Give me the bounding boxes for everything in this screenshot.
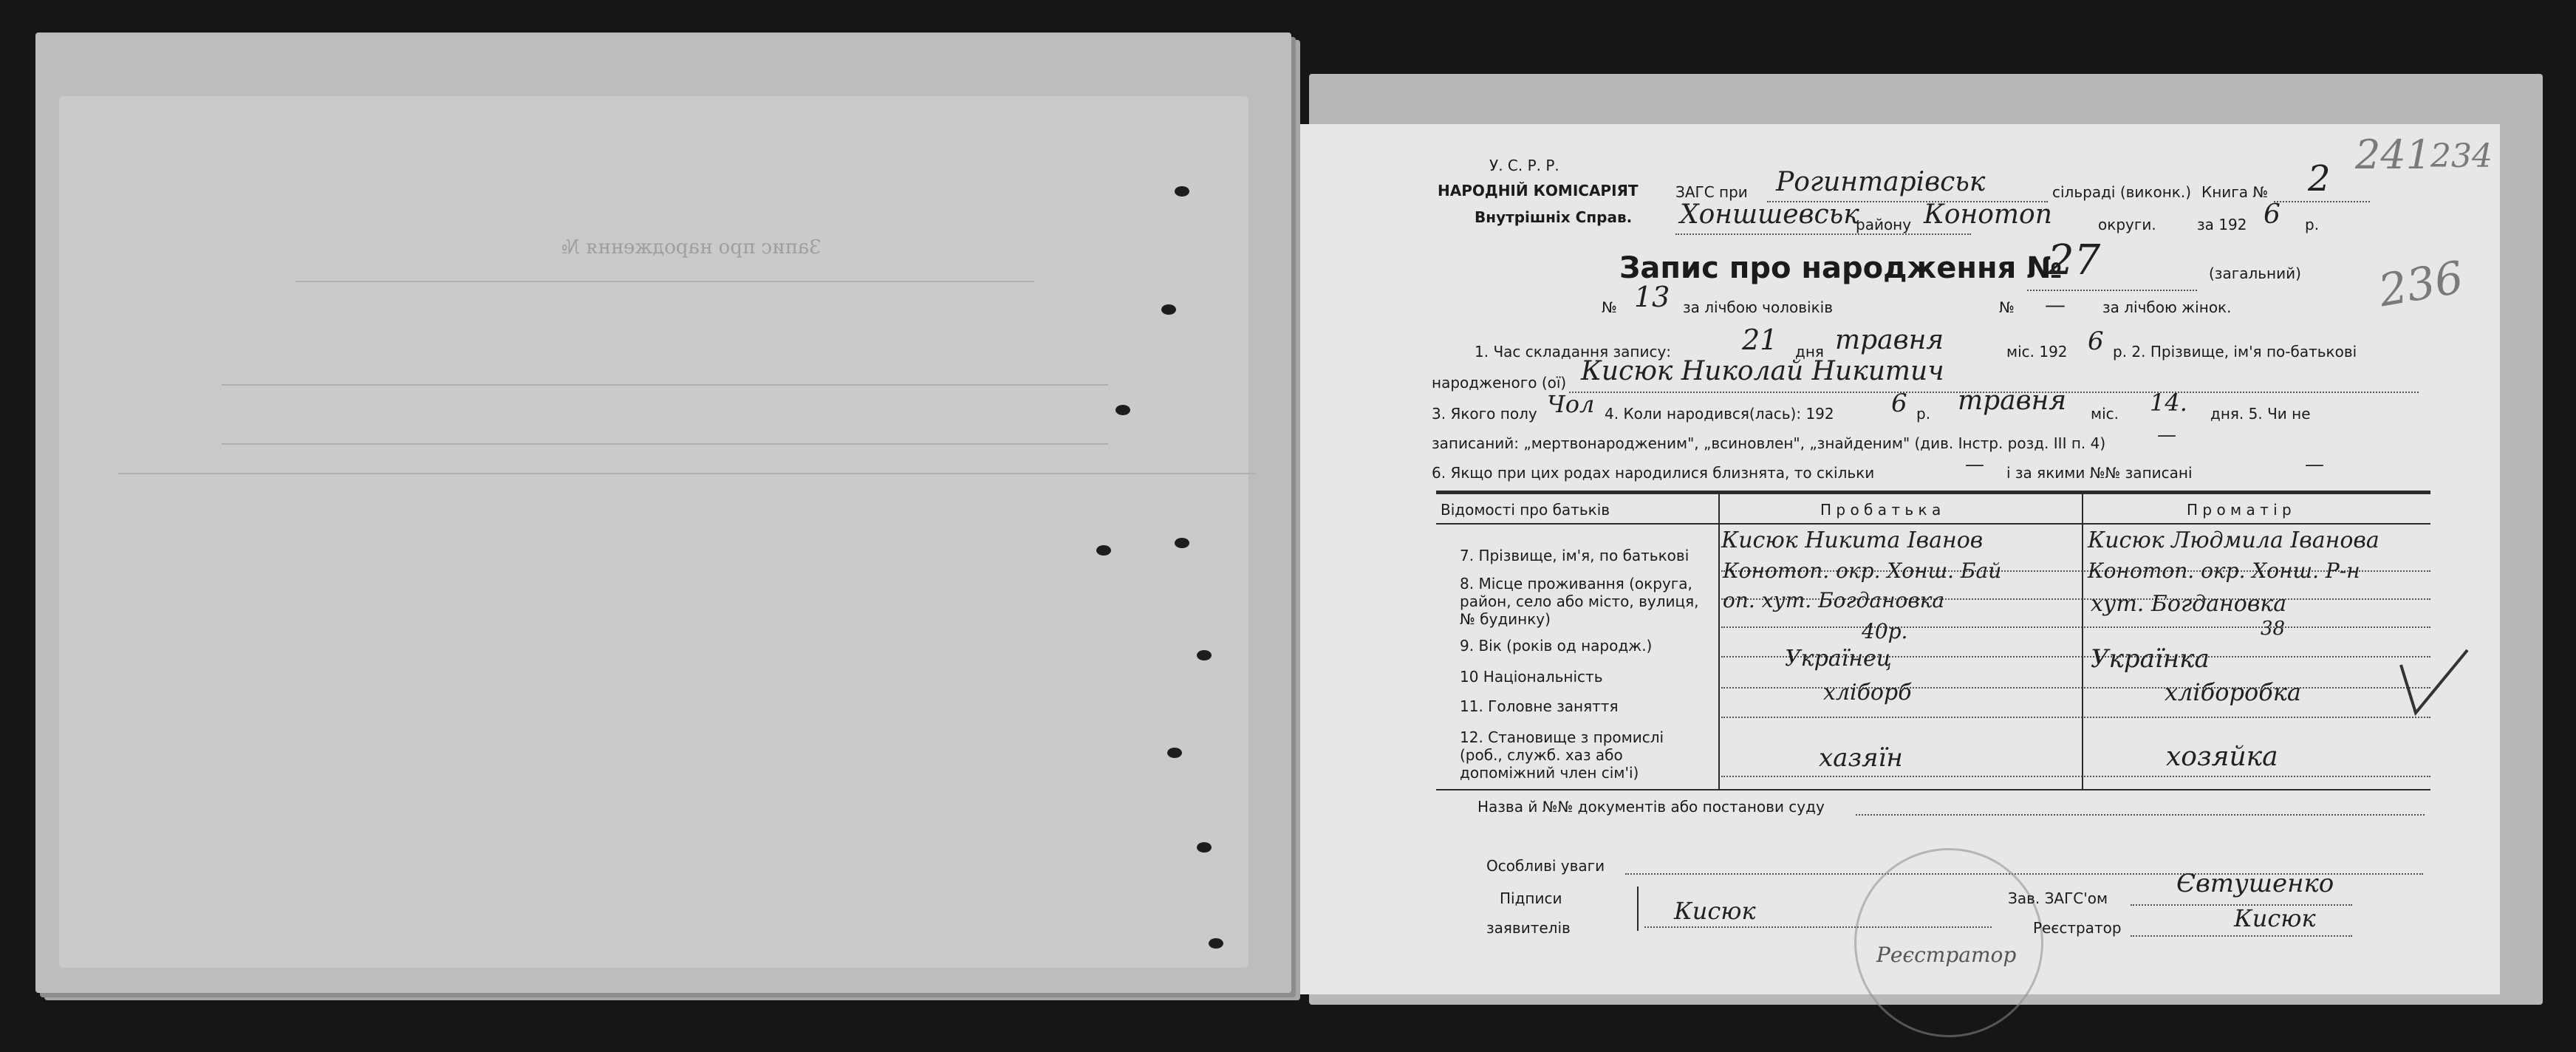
binding-hole [1175, 186, 1189, 197]
raion-line [1675, 233, 1971, 235]
item4-label: 4. Коли народився(лась): 192 [1605, 405, 1834, 423]
item5-value: — [2157, 424, 2176, 446]
father-nationality: Українец [1785, 646, 1892, 672]
documents-line [1856, 814, 2425, 816]
ghost-line [295, 281, 1034, 282]
binding-hole [1161, 304, 1176, 315]
birth-day: 14. [2150, 389, 2187, 417]
year-r: р. [2305, 216, 2320, 233]
row-label-occupation: 11. Головне заняття [1460, 697, 1619, 715]
check-mark-icon [2394, 643, 2475, 724]
table-col-divider [2082, 492, 2083, 790]
record-number-line [2027, 290, 2197, 291]
binding-hole [1209, 938, 1223, 949]
row-label-status: 12. Становище з промислі (роб., служб. хаз або допоміжний член сім'і) [1460, 728, 1664, 782]
men-label: за лічбою чоловіків [1683, 298, 1834, 316]
stamp-signature: Реєстратор [1876, 943, 2017, 967]
father-name: Кисюк Никита Іванов [1721, 527, 1984, 553]
ghost-line [222, 443, 1108, 445]
binding-hole [1175, 538, 1189, 548]
item6-numbers: — [2305, 454, 2324, 476]
mother-status: хозяйка [2166, 742, 2278, 772]
left-page-blank-area [59, 96, 1248, 968]
okruha-handwritten: Конотоп [1924, 199, 2052, 230]
pencil-number-234: 234 [2430, 137, 2493, 175]
table-header-info: Відомості про батьків [1441, 501, 1610, 519]
table-row-line [1721, 776, 2430, 777]
table-header-mother: П р о м а т і р [2187, 501, 2292, 519]
row-label-residence: 8. Місце проживання (округа, район, село або місто, вулиця, № будинку) [1460, 575, 1699, 628]
registrar-signature: Кисюк [2234, 904, 2316, 932]
birth-month: травня [1958, 386, 2067, 416]
registrar-label: Реєстратор [2033, 919, 2122, 937]
notes-label: Особливі уваги [1486, 857, 1605, 875]
item4-r: р. [1916, 405, 1931, 423]
book-label: Книга № [2201, 183, 2269, 201]
men-count: 13 [1634, 281, 1670, 313]
ghost-line [222, 384, 1108, 386]
raion-label: району [1856, 216, 1912, 233]
binding-hole [1197, 842, 1212, 853]
book-line [2274, 201, 2370, 202]
signature-bracket [1637, 887, 1639, 931]
child-name: Кисюк Николай Никитич [1581, 356, 1944, 386]
binding-hole [1116, 405, 1130, 415]
item1-label: 1. Час складання запису: [1475, 343, 1672, 361]
father-status: хазяїн [1819, 743, 1903, 773]
father-occupation: хліборб [1823, 680, 1912, 706]
item6-label: 6. Якщо при цих родах народилися близнята, то скільки [1432, 464, 1875, 482]
okruha-label: округи. [2098, 216, 2156, 233]
zags-label: ЗАГС при [1675, 183, 1748, 201]
ussr-label: У. С. Р. Р. [1489, 157, 1559, 174]
table-row-line [1721, 717, 2430, 718]
item5-text: записаний: „мертвонародженим", „всиновлен", „знайденим" (див. Інстр. розд. III п. 4) [1432, 434, 2106, 452]
father-residence: Конотоп. окр. Хонш. Бай [1723, 559, 2002, 583]
item3-label: 3. Якого полу [1432, 405, 1537, 423]
binding-hole [1096, 545, 1111, 556]
applicant-signature: Кисюк [1674, 897, 1756, 925]
pencil-number-236: 236 [2374, 251, 2467, 318]
binding-hole [1197, 650, 1212, 660]
item1-day-label: дня [1795, 343, 1824, 361]
women-count: — [2045, 293, 2066, 317]
birth-year-digit: 6 [1891, 389, 1907, 418]
mother-residence: Конотоп. окр. Хонш. Р-н [2088, 559, 2360, 583]
item4-month-label: міс. [2091, 405, 2119, 423]
pencil-number-241: 241 [2355, 132, 2432, 178]
item1-month-label: міс. 192 [2006, 343, 2068, 361]
sex-value: Чол [1547, 390, 1595, 418]
record-title: Запис про народження № [1619, 251, 2063, 285]
book-number: 2 [2308, 158, 2331, 199]
item1-year: 6 [2088, 327, 2104, 356]
table-row-line [1721, 626, 2430, 628]
table-bottom-rule [1436, 789, 2430, 790]
item2-label: р. 2. Прізвище, ім'я по-батькові [2113, 343, 2357, 361]
left-page-ghost-title: Запис про народження № [561, 236, 821, 259]
women-prefix: № [1999, 298, 2015, 316]
raion-handwritten: Хоншшевськ [1680, 199, 1859, 230]
item2-label-b: народженого (ої) [1432, 374, 1567, 392]
row-label-nationality: 10 Національність [1460, 668, 1603, 686]
row-label-age: 9. Вік (років од народж.) [1460, 637, 1653, 655]
table-header-rule [1436, 523, 2430, 525]
mother-nationality: Українка [2091, 644, 2210, 674]
commissariat-line2: Внутрішніх Справ. [1475, 208, 1633, 226]
registrar-line [2131, 935, 2352, 937]
zags-head-label: Зав. ЗАГС'ом [2008, 889, 2108, 907]
documents-label: Назва й №№ документів або постанови суду [1477, 798, 1825, 816]
father-age: 40р. [1862, 619, 1908, 643]
table-header-father: П р о б а т ь к а [1820, 501, 1941, 519]
silrada-handwritten: Рогинтарівськ [1776, 167, 1986, 197]
table-col-divider [1718, 492, 1720, 790]
year-digit: 6 [2264, 199, 2281, 230]
signatures-label: Підписи [1500, 889, 1562, 907]
silradi-label: сільраді (виконк.) [2052, 183, 2192, 201]
binding-hole [1167, 748, 1182, 758]
applicants-label: заявителів [1486, 919, 1571, 937]
men-prefix: № [1602, 298, 1617, 316]
commissariat-line1: НАРОДНІЙ КОМІСАРІЯТ [1438, 182, 1639, 199]
table-top-rule [1436, 491, 2430, 494]
item1-day: 21 [1742, 324, 1778, 356]
mother-occupation: хліборобка [2165, 678, 2301, 706]
item1-month: травня [1835, 325, 1944, 355]
record-number: 27 [2048, 236, 2101, 284]
father-residence-2: оп. хут. Богдановка [1723, 588, 1945, 612]
mother-name: Кисюк Людмила Іванова [2088, 527, 2379, 553]
row-label-name: 7. Прізвище, ім'я, по батькові [1460, 547, 1690, 564]
item6-numbers-label: і за якими №№ записані [2006, 464, 2193, 482]
record-general-label: (загальний) [2209, 264, 2301, 282]
year-label: за 192 [2197, 216, 2247, 233]
item5-label: дня. 5. Чи не [2210, 405, 2311, 423]
item6-count: — [1965, 454, 1984, 476]
women-label: за лічбою жінок. [2102, 298, 2232, 316]
mother-residence-2: хут. Богдановка [2091, 591, 2287, 617]
mother-age: 38 [2261, 618, 2286, 640]
ghost-line [118, 473, 1256, 474]
zags-head-signature: Євтушенко [2176, 869, 2334, 898]
applicant-line [1644, 926, 1992, 928]
